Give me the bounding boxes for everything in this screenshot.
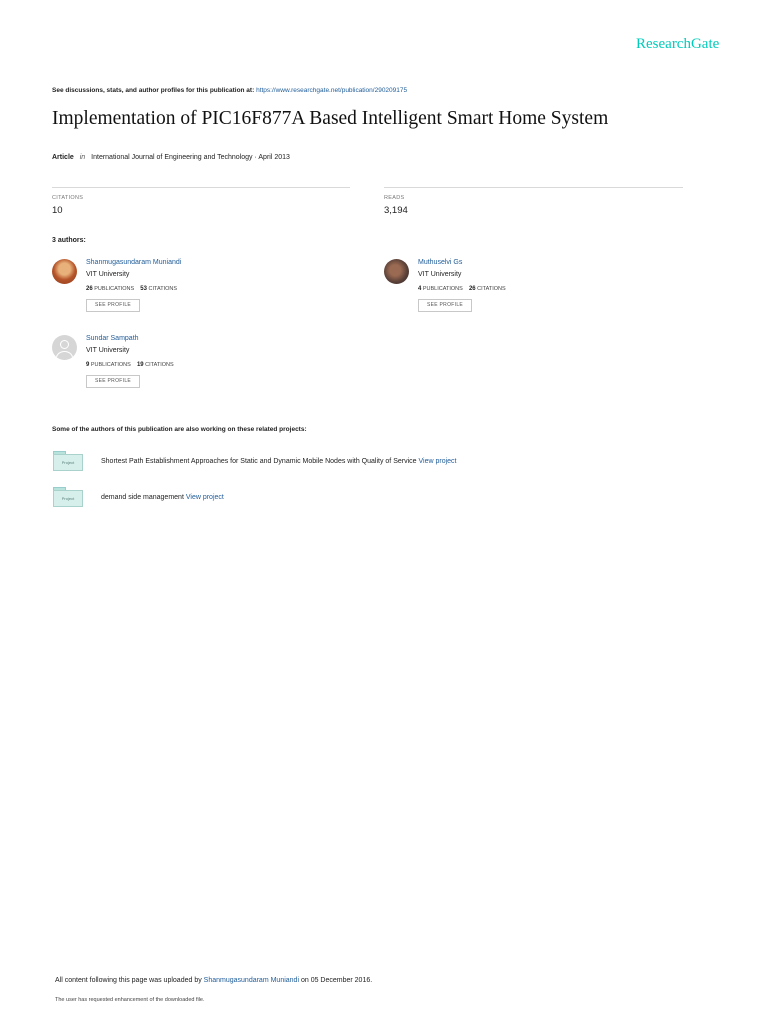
author-name-link[interactable]: Shanmugasundaram Muniandi [86,259,182,266]
publications-count: 9 [86,362,90,368]
reads-label: READS [384,195,405,201]
citations-label: CITATIONS [477,286,506,292]
citations-count: 53 [140,286,147,292]
enhancement-note: The user has requested enhancement of the downloaded file. [55,997,205,1003]
view-project-link[interactable]: View project [185,494,224,501]
default-user-icon[interactable] [52,335,77,360]
discussion-text: See discussions, stats, and author profiles for this publication at: [52,87,255,94]
author-institution: VIT University [418,271,462,278]
author-stats [86,286,177,292]
author-avatar[interactable] [384,259,409,284]
related-projects-header: Some of the authors of this publication are also working on these related projects: [52,426,307,433]
project-folder-icon [53,451,83,471]
in-word: in [79,154,86,161]
publications-label: PUBLICATIONS [94,286,135,292]
author-stats [86,362,174,368]
article-type: Article [52,154,74,161]
project-folder-icon [53,487,83,507]
uploader-link[interactable]: Shanmugasundaram Muniandi [203,977,300,984]
author-institution: VIT University [86,271,130,278]
citations-count: 19 [136,362,144,368]
authors-header: 3 authors: [52,237,86,244]
project-title: Shortest Path Establishment Approaches for Static and Dynamic Mobile Nodes with Quality of Service [101,458,417,465]
paper-meta [52,154,290,161]
project-item [101,458,457,465]
upload-note [55,977,372,984]
see-profile-button[interactable]: SEE PROFILE [86,375,140,388]
project-title: demand side management [101,494,184,501]
publication-date: · April 2013 [254,154,290,161]
publication-url-link[interactable]: https://www.researchgate.net/publication/290209175 [256,87,408,94]
citations-count: 10 [52,205,63,216]
author-name-link[interactable]: Sundar Sampath [86,335,139,342]
upload-prefix: All content following this page was uploaded by [55,977,202,984]
citations-label: CITATIONS [145,362,174,368]
see-profile-button[interactable]: SEE PROFILE [418,299,472,312]
view-project-link[interactable]: View project [418,458,457,465]
project-icon-label: Project [53,490,83,507]
project-icon-label: Project [53,454,83,471]
publications-label: PUBLICATIONS [422,286,463,292]
citations-divider [52,187,350,188]
researchgate-logo[interactable]: ResearchGate [636,36,720,52]
paper-title: Implementation of PIC16F877A Based Intelligent Smart Home System [52,108,609,129]
author-stats [418,286,506,292]
reads-count: 3,194 [384,205,408,216]
citations-label: CITATIONS [148,286,178,292]
author-name-link[interactable]: Muthuselvi Gs [418,259,463,266]
publications-count: 4 [418,286,422,292]
author-avatar[interactable] [52,259,77,284]
discussion-line [52,87,407,94]
reads-divider [384,187,683,188]
project-item [101,494,224,501]
see-profile-button[interactable]: SEE PROFILE [86,299,140,312]
citations-label: CITATIONS [52,195,84,201]
publications-label: PUBLICATIONS [90,362,131,368]
publications-count: 26 [86,286,93,292]
author-institution: VIT University [86,347,130,354]
journal-name: International Journal of Engineering and Technology [91,154,253,161]
citations-count: 26 [468,286,476,292]
upload-date: on 05 December 2016. [300,977,373,984]
